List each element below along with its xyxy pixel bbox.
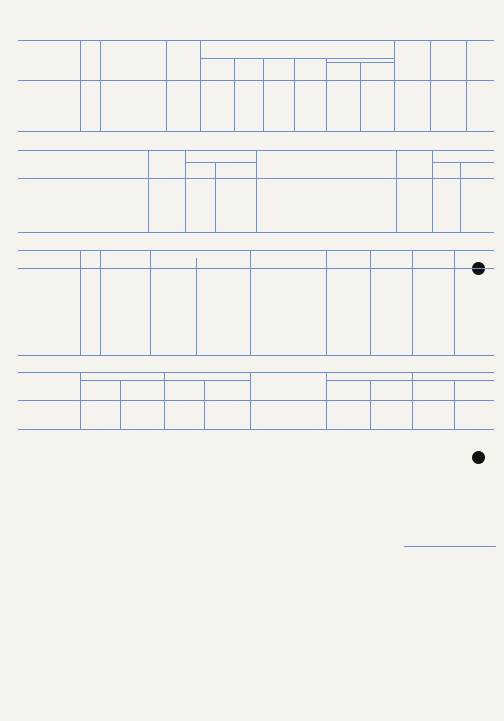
atmosphere-diagram [0,458,504,708]
